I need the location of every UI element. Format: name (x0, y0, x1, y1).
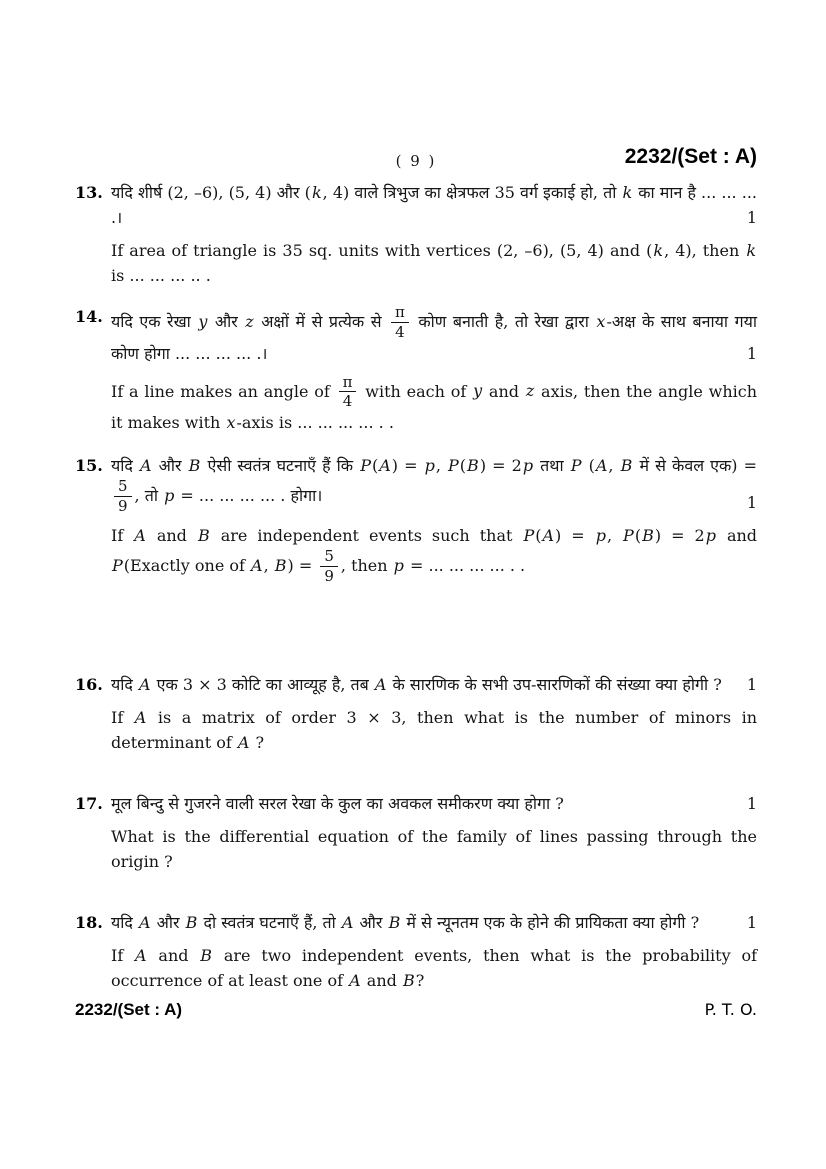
question-number: 17. (75, 794, 103, 814)
math-variable: B (188, 456, 201, 476)
question-text-english: If area of triangle is 35 sq. units with vertices (2, –6), (5, 4) and (k, 4), then k is ... ... ... .. . (111, 241, 757, 285)
math-variable: k (653, 241, 664, 260)
math-variable: B (388, 913, 401, 933)
math-variable: A (374, 675, 387, 695)
question-body (111, 910, 757, 993)
math-variable: A (134, 708, 147, 728)
math-variable: A (251, 555, 263, 575)
math-variable: A (542, 525, 555, 545)
question-text-hindi (111, 304, 757, 366)
paper-code: 2232/(Set : A) (624, 145, 757, 168)
math-variable: A (595, 456, 608, 476)
math-variable: P (448, 456, 459, 476)
fraction: $\frac{\pi}{4}$ (391, 304, 409, 341)
math-variable: B (402, 971, 415, 991)
question (75, 304, 757, 435)
question-text-english: If A and B are independent events such that P(A) = p, P(B) = 2p and P(Exactly one of A, B) = $\frac{5}{9}$ , then p = ... ... ... ... . . (111, 525, 758, 585)
math-variable: k (622, 183, 633, 202)
question (75, 672, 757, 755)
math-variable: B (185, 913, 198, 933)
question-body (111, 453, 757, 584)
math-variable: z (245, 311, 254, 331)
hindi-text: मूल बिन्दु से गुजरने वाली सरल रेखा के कुल का अवकल समीकरण क्या होगा ? (111, 794, 564, 814)
marks-value: 1 (746, 492, 757, 512)
question-text-hindi (111, 791, 757, 816)
math-variable: A (349, 971, 361, 991)
math-variable: A (341, 913, 354, 933)
math-variable: y (198, 311, 208, 331)
question (75, 180, 757, 288)
question-text-hindi (111, 910, 757, 935)
question-text-hindi (111, 180, 757, 230)
math-variable: B (197, 525, 210, 545)
marks-value: 1 (746, 794, 757, 814)
question-text-hindi (111, 453, 757, 515)
marks-value: 1 (746, 343, 757, 363)
marks-value: 1 (746, 675, 757, 695)
page-footer (75, 1000, 757, 1020)
hindi-text: यदि A एक 3 × 3 कोटि का आव्यूह है, तब A के सारणिक के सभी उप-सारणिकों की संख्या क्या होगी ? (111, 675, 722, 695)
math-variable: A (237, 733, 250, 753)
math-variable: A (139, 675, 151, 695)
question-number: 18. (75, 913, 103, 933)
math-variable: B (620, 456, 633, 476)
math-variable: A (139, 913, 151, 933)
math-variable: P (112, 555, 123, 575)
question (75, 791, 757, 874)
question-text-english: If a line makes an angle of $\frac{\pi}{4}$ with each of y and z axis, then the angle which it makes with x-axis is ... ... ... ... . . (111, 372, 758, 433)
math-variable: z (525, 381, 535, 401)
question-number: 13. (75, 183, 103, 202)
hindi-text: यदि A और B ऐसी स्वतंत्र घटनाएँ हैं कि P(A) = p, P(B) = 2p तथा P (A, B में से केवल एक) = $\frac{5}{9}$ , तो p = ... ... ... ... . होगा। (111, 456, 758, 515)
page-number: ( 9 ) (395, 152, 437, 170)
fraction: $\frac{5}{9}$ (114, 478, 132, 515)
question (75, 453, 757, 584)
fraction: $\frac{5}{9}$ (320, 548, 338, 585)
marks-value: 1 (746, 913, 757, 933)
math-variable: p (522, 456, 534, 476)
math-variable: B (642, 525, 654, 545)
question-text-english: If A is a matrix of order 3 × 3, then what is the number of minors in determinant of A ? (111, 708, 757, 753)
math-variable: B (467, 456, 479, 476)
math-variable: A (135, 946, 147, 966)
math-variable: p (393, 555, 404, 575)
pto-label: P. T. O. (704, 1000, 757, 1019)
math-variable: x (226, 413, 236, 433)
marks-value: 1 (746, 208, 757, 227)
math-variable: A (379, 456, 391, 476)
hindi-text: यदि A और B दो स्वतंत्र घटनाएँ हैं, तो A और B में से न्यूनतम एक के होने की प्रायिकता क्या होगी ? (111, 913, 700, 933)
page-header (75, 145, 757, 180)
math-variable: p (705, 525, 716, 545)
math-variable: k (746, 241, 757, 260)
question-number: 15. (75, 456, 103, 476)
math-variable: p (595, 525, 606, 545)
math-variable: y (473, 381, 483, 401)
math-variable: B (274, 555, 287, 575)
question (75, 910, 757, 993)
footer-paper-code: 2232/(Set : A) (75, 1000, 183, 1019)
question-text-english: If A and B are two independent events, then what is the probability of occurrence of at least one of A and B? (111, 946, 757, 991)
question-text-english: What is the differential equation of the family of lines passing through the origin ? (111, 827, 757, 872)
hindi-text: यदि एक रेखा y और z अक्षों में से प्रत्येक से $\frac{\pi}{4}$ कोण बनाती है, तो रेखा द्वारा x-अक्ष के साथ बनाया गया कोण होगा ... ... ... ... .। (111, 303, 757, 363)
math-variable: k (311, 183, 322, 202)
question-number: 16. (75, 675, 103, 695)
math-variable: P (623, 525, 634, 545)
math-variable: P (523, 525, 535, 545)
questions-list (75, 180, 757, 993)
math-variable: B (200, 946, 213, 966)
question-number: 14. (75, 307, 103, 326)
question-body (111, 304, 757, 435)
math-variable: A (140, 456, 152, 476)
math-variable: x (596, 311, 606, 331)
fraction: $\frac{\pi}{4}$ (339, 374, 357, 411)
math-variable: p (424, 456, 435, 476)
question-body (111, 180, 757, 288)
question-body (111, 791, 757, 874)
math-variable: P (360, 456, 371, 476)
question-body (111, 672, 757, 755)
math-variable: A (134, 525, 146, 545)
question-text-hindi (111, 672, 757, 697)
hindi-text: यदि शीर्ष (2, –6), (5, 4) और (k, 4) वाले त्रिभुज का क्षेत्रफल 35 वर्ग इकाई हो, तो k का मान है ... ... ... .। (111, 183, 757, 227)
math-variable: p (164, 485, 175, 505)
math-variable: P (570, 456, 582, 476)
